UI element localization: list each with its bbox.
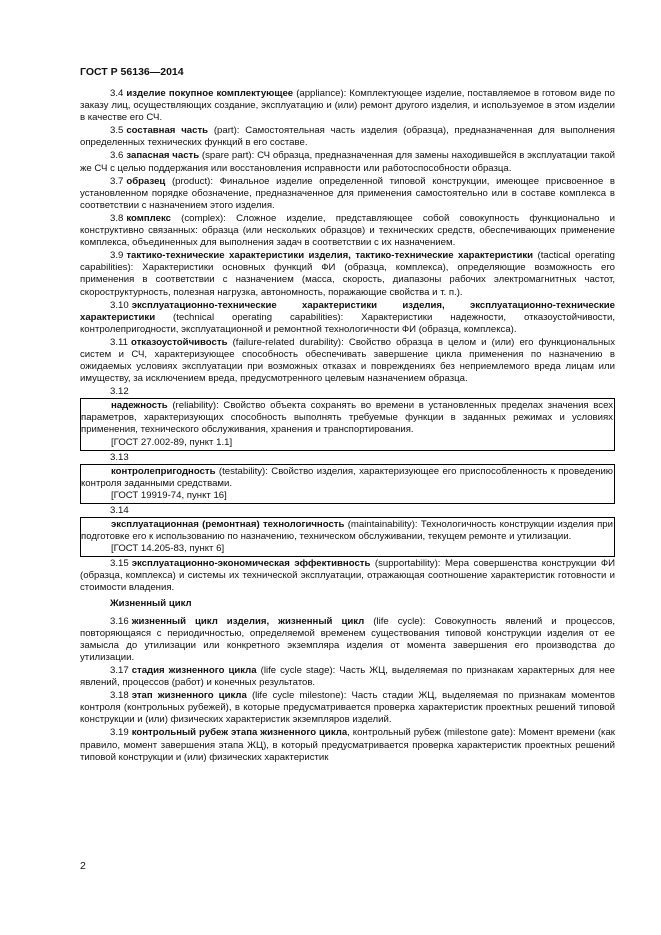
entry-text: (failure-related durability): Свойство образца в целом и (или) его функциональных систем и СЧ, характеризующее способность обеспечивать завершение цикла применения по назначению в ожидаемых условиях эксплуатации при возможных отказах и повреждениях без неприемлемого вреда лицам или имуществу, за исключением вреда, предусмотренного целевым назначением образца.	[80, 336, 615, 385]
standard-reference: [ГОСТ 27.002-89, пункт 1.1]	[111, 436, 233, 448]
entry-term: эксплуатационно-технические характеристики изделия, эксплуатационно-технические характеристики	[80, 299, 615, 323]
entry-term: эксплуатационно-экономическая эффективность	[131, 558, 371, 570]
boxed-entry-number: 3.12	[110, 386, 129, 398]
entry-number: 3.17	[110, 664, 129, 676]
entry-term: отказоустойчивость	[130, 336, 228, 348]
definition-entry	[80, 176, 615, 212]
entry-term: этап жизненного цикла	[131, 690, 247, 702]
entry-text: (tactical operating capabilities): Характеристики основных функций ФИ (образца, комплекса), определяющие возможность его применения в соответствии с назначением (масса, скорость, диапазоны рабочих электромагнитных частот, скороструктурность, полезная нагрузка, автономность, поражающие свойства и т. п.).	[80, 250, 616, 298]
page-number: 2	[80, 860, 86, 872]
quoted-definition-box	[80, 517, 615, 557]
definition-entry	[80, 727, 615, 763]
boxed-entry-number: 3.13	[110, 451, 129, 463]
definition-entry	[80, 250, 615, 298]
entry-text: (supportability): Мера совершенства конструкции ФИ (образца, комплекса) и системы их технической эксплуатации, отражающая соотношение характеристик готовности и стоимости владения.	[80, 558, 616, 594]
entry-number: 3.19	[110, 727, 129, 739]
entry-number: 3.9	[110, 250, 124, 262]
standard-reference: [ГОСТ 14.205-83, пункт 6]	[111, 543, 225, 555]
entry-text: (appliance): Комплектующее изделие, поставляемое в готовом виде по заказу лиц, осуществляющих создание, эксплуатацию и (или) ремонт другого изделия, и используемое в этом изделии в качестве его СЧ.	[80, 88, 616, 124]
entry-number: 3.11	[110, 336, 128, 348]
definition-entry	[80, 88, 615, 124]
quoted-definition-box	[80, 464, 615, 504]
entry-text: (part): Самостоятельная часть изделия (образца), предназначенная для выполнения определенных технических функций в его составе.	[80, 125, 615, 149]
entry-term: жизненный цикл изделия, жизненный цикл	[131, 615, 365, 627]
entry-number: 3.4	[110, 88, 124, 99]
section-heading: Жизненный цикл	[110, 598, 192, 610]
entry-number: 3.18	[110, 690, 129, 702]
entry-text: (technical operating capabilities): Характеристики надежности, отказоустойчивости, контролепригодности, эксплуатационной и ремонтной технологичности ФИ (образца, комплекса).	[80, 311, 615, 335]
boxed-entry-number: 3.14	[110, 504, 129, 516]
entry-term: тактико-технические характеристики изделия, тактико-технические характеристики	[126, 250, 534, 262]
standard-reference: [ГОСТ 19919-74, пункт 16]	[111, 489, 227, 501]
entry-term: составная часть	[126, 125, 209, 137]
definition-entry	[80, 300, 615, 336]
quoted-definition-box	[80, 398, 615, 450]
entry-text: (life cycle): Совокупность явлений и процессов, повторяющаяся с периодичностью, определяемой временем существования типовой конструкции изделия от ее замысла до утилизации или конкретного экземпляра изделия от момента завершения его производства до утилизации.	[80, 615, 615, 663]
entry-term: контролепригодность	[111, 465, 216, 477]
entry-text: (life cycle stage): Часть ЖЦ, выделяемая по признакам характерных для нее явлений, процессов (работ) и конечных результатов.	[80, 664, 615, 689]
definition-entry	[80, 150, 615, 174]
document-code-header: ГОСТ Р 56136—2014	[80, 66, 184, 78]
entry-text: (life cycle milestone): Часть стадии ЖЦ, выделяемая по признакам моментов контроля (контрольных рубежей), в которые предусматривается проверка характеристик проектных решений типовой конструкции и (или) физических характеристик экземпляров изделий.	[80, 690, 615, 726]
entry-number: 3.6	[110, 150, 124, 162]
quoted-definition	[81, 519, 613, 543]
entry-number: 3.16	[110, 615, 129, 627]
entry-term: образец	[126, 175, 166, 187]
document-body	[80, 88, 615, 765]
entry-text: (reliability): Свойство объекта сохранять во времени в установленных пределах значения всех параметров, характеризующих способность выполнять требуемые функции в заданных режимах и условиях применения, технического обслуживания, хранения и транспортирования.	[81, 400, 613, 436]
entry-term: контрольный рубеж этапа жизненного цикла	[131, 727, 348, 739]
definition-entry	[80, 558, 615, 594]
entry-text: (maintainability): Технологичность конструкции изделия при подготовке его к использованию по назначению, техническом обслуживании, текущем ремонте и утилизации.	[81, 518, 613, 542]
entry-text: , контрольный рубеж (milestone gate): Момент времени (как правило, момент завершения этапа ЖЦ), в который предусматривается проверка характеристик проектных решений типовой конструкции и (или) физических характеристик	[80, 727, 615, 763]
definition-entry	[80, 665, 615, 689]
entry-text: (complex): Сложное изделие, представляющее собой совокупность функционально и конструктивно связанных: образца (или нескольких образцов) и технических средств, обеспечивающих применение комплекса, объединенных для выполнения задач в соответствии с их назначением.	[80, 212, 615, 249]
entry-number: 3.10	[110, 299, 129, 311]
quoted-definition	[81, 466, 613, 490]
entry-number: 3.8	[110, 212, 124, 224]
entry-number: 3.7	[110, 175, 124, 187]
entry-text: (product): Финальное изделие определенной типовой конструкции, имеющее присвоенное в установленном порядке обозначение, предназначенное для применения самостоятельно или в составе комплекса в соответствии с назначением этого изделия.	[80, 175, 615, 211]
definition-entry	[80, 337, 615, 385]
quoted-definition	[81, 400, 613, 436]
entry-term: надежность	[111, 400, 168, 412]
entry-term: изделие покупное комплектующее	[126, 88, 294, 99]
definition-entry	[80, 616, 615, 664]
entry-term: эксплуатационная (ремонтная) технологичность	[111, 518, 345, 530]
entry-text: (testability): Свойство изделия, характеризующее его приспособленность к проведению контроля заданными средствами.	[81, 465, 613, 489]
entry-text: (spare part): СЧ образца, предназначенная для замены находившейся в эксплуатации такой же СЧ с целью поддержания или восстановления исправности или работоспособности образца.	[80, 150, 615, 174]
entry-term: запасная часть	[126, 150, 200, 162]
entry-term: стадия жизненного цикла	[131, 664, 257, 676]
definition-entry	[80, 213, 615, 249]
definition-entry	[80, 125, 615, 149]
entry-number: 3.5	[110, 125, 124, 137]
entry-number: 3.15	[110, 558, 129, 570]
definition-entry	[80, 690, 615, 726]
entry-term: комплекс	[126, 212, 171, 224]
